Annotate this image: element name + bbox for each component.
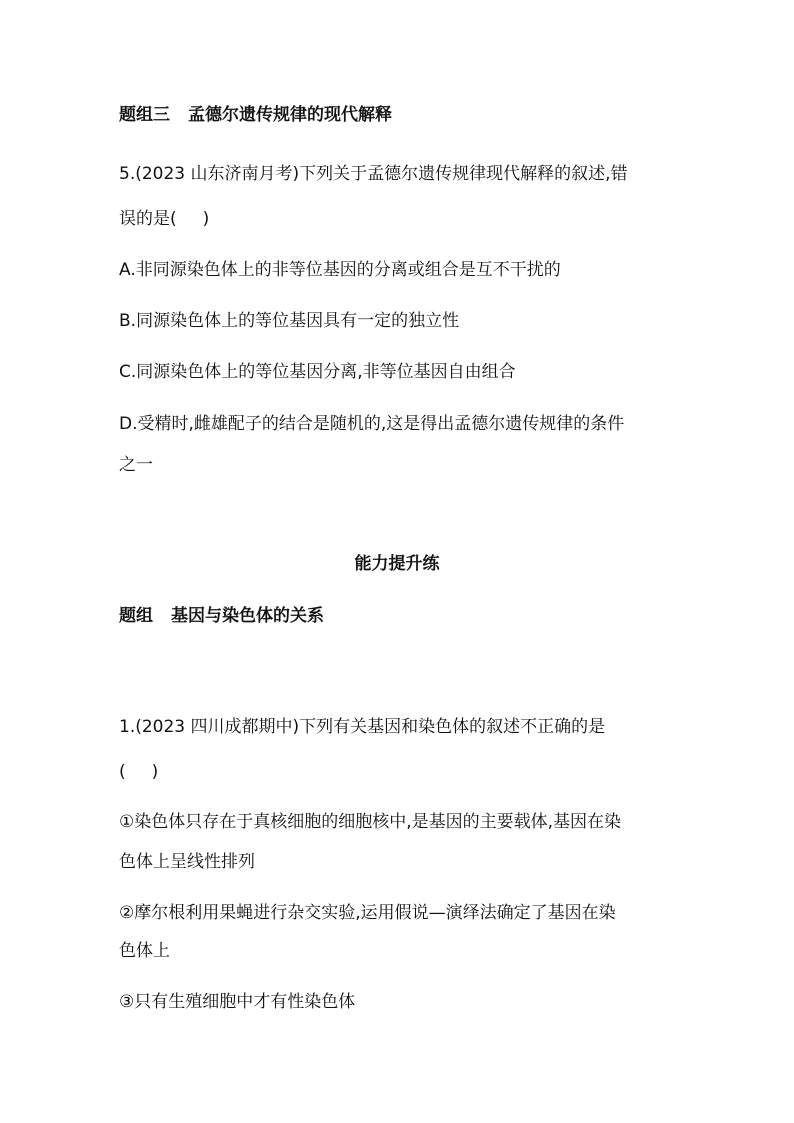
- ability-section-title: 能力提升练: [354, 554, 440, 574]
- question5-option-c: C.同源染色体上的等位基因分离,非等位基因自由组合: [119, 362, 516, 382]
- group-label: 题组: [119, 606, 153, 626]
- question1-stem: [119, 716, 605, 738]
- question1-item1-line2: 色体上呈线性排列: [119, 852, 255, 872]
- question5-number: 5.(2023: [119, 164, 191, 184]
- question5-option-a: A.非同源染色体上的非等位基因的分离或组合是互不干扰的: [119, 260, 561, 280]
- question5-stem-line2: [119, 208, 209, 230]
- section3-label: 题组三: [119, 105, 170, 125]
- question5-option-b: B.同源染色体上的等位基因具有一定的独立性: [119, 311, 460, 331]
- question1-item2-line2: 色体上: [119, 941, 170, 961]
- question5-option-d-line1: D.受精时,雌雄配子的结合是随机的,这是得出孟德尔遗传规律的条件: [119, 414, 625, 434]
- section3-title: 孟德尔遗传规律的现代解释: [188, 105, 392, 125]
- question5-source: 山东济南月考: [190, 164, 293, 184]
- question1-item3: ③只有生殖细胞中才有性染色体: [119, 992, 356, 1012]
- question1-stem-text: )下列有关基因和染色体的叙述不正确的是: [292, 717, 606, 737]
- question1-source: 四川成都期中: [190, 717, 293, 737]
- question1-answer-parens: [119, 761, 158, 783]
- question1-number: 1.(2023: [119, 717, 191, 737]
- question5-option-d-line2: 之一: [119, 455, 153, 475]
- question1-paren-close: ): [151, 762, 159, 782]
- question5-stem-text: )下列关于孟德尔遗传规律现代解释的叙述,错: [292, 164, 628, 184]
- group-heading: [119, 605, 324, 627]
- question1-item1-line1: ①染色体只存在于真核细胞的细胞核中,是基因的主要载体,基因在染: [119, 812, 622, 832]
- group-title: 基因与染色体的关系: [171, 606, 324, 626]
- question5-paren-close: ): [202, 209, 210, 229]
- question1-paren-open: (: [119, 762, 126, 782]
- question1-item2-line1: ②摩尔根利用果蝇进行杂交实验,运用假说—演绎法确定了基因在染: [119, 903, 616, 923]
- section3-heading: [119, 104, 392, 126]
- question5-stem-text2: 误的是(: [119, 209, 177, 229]
- question5-stem-line1: [119, 163, 628, 185]
